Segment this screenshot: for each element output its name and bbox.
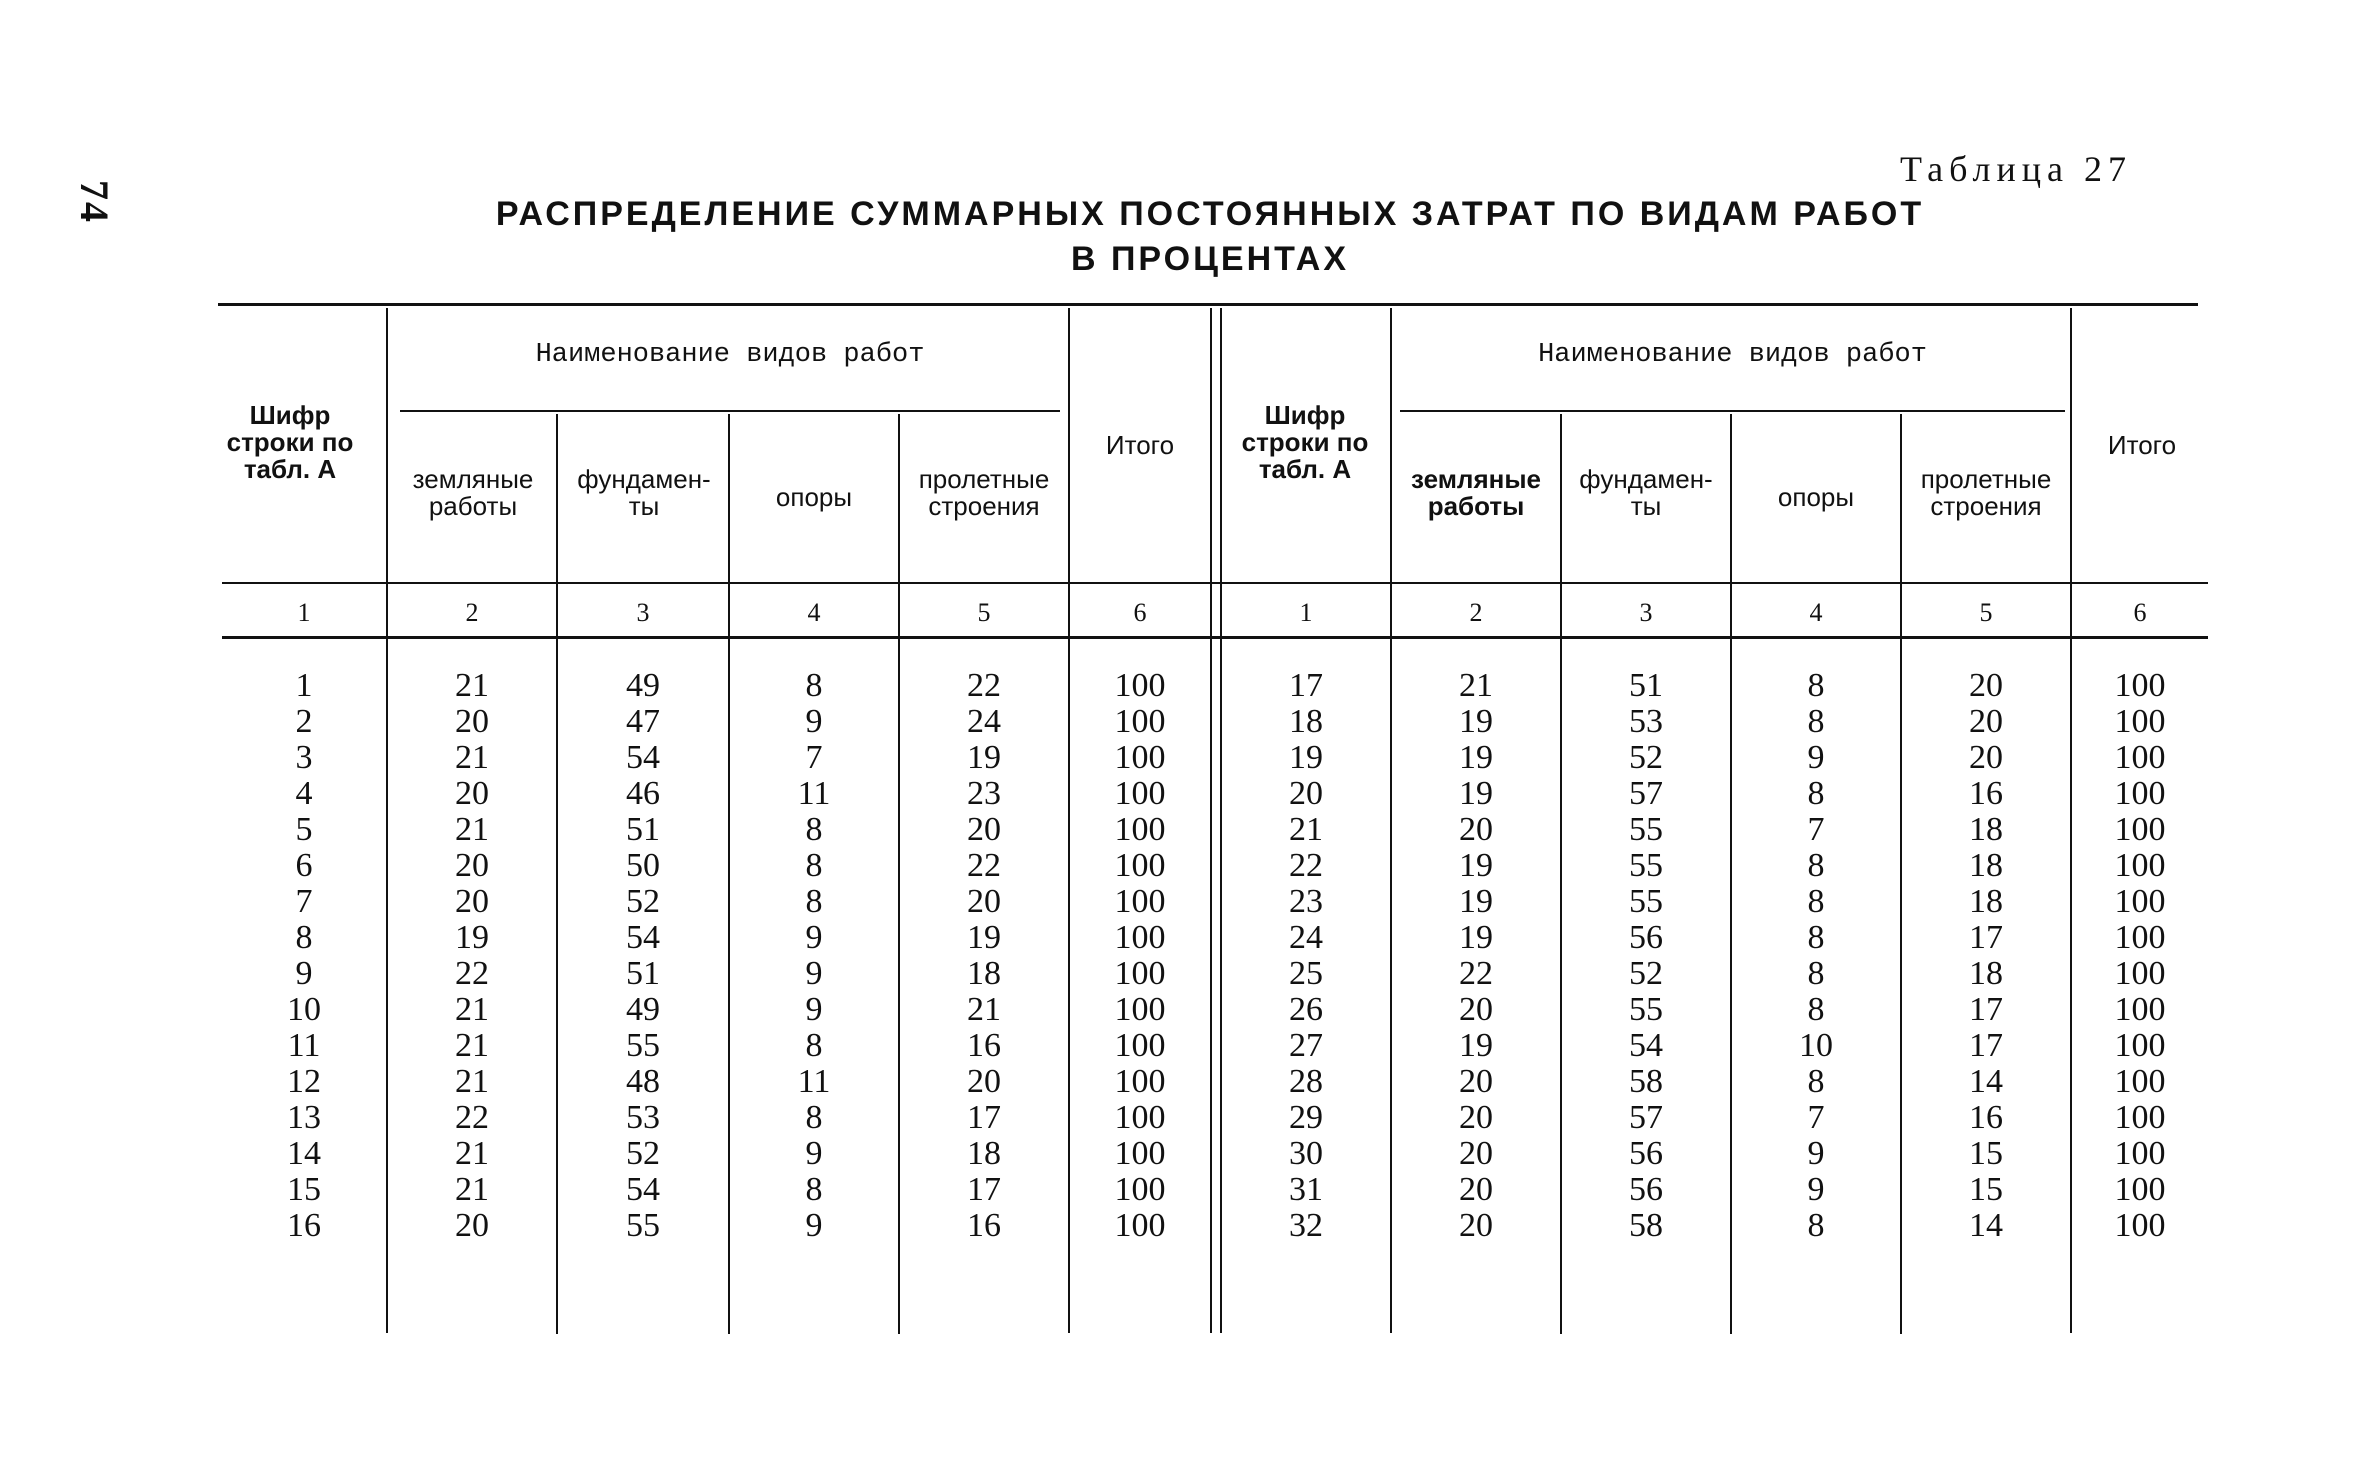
table-cell: 5 xyxy=(295,811,313,848)
table-cell: 8 xyxy=(1807,955,1825,992)
header-code-left: Шифр строки по табл. А xyxy=(226,400,354,484)
table-top-rule xyxy=(218,303,2198,306)
table-cell: 20 xyxy=(1459,991,1493,1028)
table-cell: 18 xyxy=(1969,955,2003,992)
group-rule-right xyxy=(1400,410,2065,412)
table-cell: 14 xyxy=(1969,1207,2003,1244)
table-cell: 100 xyxy=(1114,847,1166,884)
table-cell: 21 xyxy=(455,1171,489,1208)
table-cell: 16 xyxy=(1969,775,2003,812)
table-cell: 32 xyxy=(1289,1207,1323,1244)
column-supports-left xyxy=(730,668,898,1244)
table-cell: 16 xyxy=(967,1207,1001,1244)
table-cell: 8 xyxy=(805,811,823,848)
table-cell: 17 xyxy=(967,1171,1001,1208)
table-cell: 100 xyxy=(1114,991,1166,1028)
table-cell: 19 xyxy=(1459,739,1493,776)
table-cell: 9 xyxy=(1807,1171,1825,1208)
table-cell: 47 xyxy=(626,703,660,740)
table-cell: 9 xyxy=(1807,739,1825,776)
table-cell: 57 xyxy=(1629,775,1663,812)
column-earth-left xyxy=(388,668,556,1244)
table-cell: 22 xyxy=(1289,847,1323,884)
table-cell: 20 xyxy=(455,703,489,740)
header-code-right: Шифр строки по табл. А xyxy=(1241,400,1369,484)
table-cell: 11 xyxy=(287,1027,321,1064)
column-code-right xyxy=(1222,668,1390,1244)
table-cell: 54 xyxy=(626,1171,660,1208)
table-cell: 19 xyxy=(1459,775,1493,812)
table-cell: 17 xyxy=(1969,1027,2003,1064)
column-spans-left xyxy=(900,668,1068,1244)
table-cell: 22 xyxy=(455,1099,489,1136)
table-cell: 17 xyxy=(1969,991,2003,1028)
table-cell: 100 xyxy=(2114,847,2166,884)
table-cell: 8 xyxy=(805,667,823,704)
table-cell: 17 xyxy=(1969,919,2003,956)
table-cell: 55 xyxy=(626,1207,660,1244)
column-number: 5 xyxy=(1979,598,1993,627)
table-cell: 22 xyxy=(1459,955,1493,992)
table-cell: 9 xyxy=(1807,1135,1825,1172)
table-cell: 100 xyxy=(2114,1027,2166,1064)
table-cell: 55 xyxy=(626,1027,660,1064)
header-spans-right: пролетные строения xyxy=(1920,464,2052,521)
table-cell: 8 xyxy=(1807,775,1825,812)
table-cell: 9 xyxy=(805,1135,823,1172)
table-cell: 29 xyxy=(1289,1099,1323,1136)
table-cell: 100 xyxy=(2114,1207,2166,1244)
column-number: 1 xyxy=(1299,598,1313,627)
table-cell: 21 xyxy=(455,739,489,776)
table-cell: 51 xyxy=(1629,667,1663,704)
table-cell: 100 xyxy=(2114,883,2166,920)
table-cell: 8 xyxy=(1807,847,1825,884)
table-cell: 100 xyxy=(2114,1063,2166,1100)
table-cell: 100 xyxy=(2114,955,2166,992)
table-cell: 30 xyxy=(1289,1135,1323,1172)
table-cell: 51 xyxy=(626,811,660,848)
table-cell: 52 xyxy=(1629,739,1663,776)
header-foundations-right: фундамен- ты xyxy=(1579,464,1713,521)
table-cell: 8 xyxy=(295,919,313,956)
table-cell: 52 xyxy=(626,1135,660,1172)
table-cell: 22 xyxy=(967,847,1001,884)
table-cell: 24 xyxy=(1289,919,1323,956)
column-supports-right xyxy=(1732,668,1900,1244)
table-cell: 24 xyxy=(967,703,1001,740)
table-cell: 56 xyxy=(1629,919,1663,956)
table-cell: 46 xyxy=(626,775,660,812)
table-label: Таблица 27 xyxy=(1900,149,2132,189)
table-cell: 14 xyxy=(287,1135,321,1172)
table-cell: 54 xyxy=(626,919,660,956)
table-cell: 9 xyxy=(805,919,823,956)
table-cell: 20 xyxy=(455,883,489,920)
table-cell: 51 xyxy=(626,955,660,992)
table-cell: 19 xyxy=(1459,883,1493,920)
table-cell: 18 xyxy=(967,955,1001,992)
table-cell: 20 xyxy=(967,1063,1001,1100)
table-title-continued: В ПРОЦЕНТАХ xyxy=(1070,240,1350,278)
table-cell: 100 xyxy=(2114,919,2166,956)
table-cell: 22 xyxy=(967,667,1001,704)
table-cell: 20 xyxy=(1459,1099,1493,1136)
table-cell: 18 xyxy=(967,1135,1001,1172)
table-cell: 20 xyxy=(1459,1063,1493,1100)
table-cell: 8 xyxy=(1807,667,1825,704)
table-cell: 8 xyxy=(805,883,823,920)
table-cell: 19 xyxy=(1459,703,1493,740)
table-cell: 100 xyxy=(1114,775,1166,812)
table-cell: 27 xyxy=(1289,1027,1323,1064)
column-foundations-right xyxy=(1562,668,1730,1244)
table-cell: 15 xyxy=(1969,1135,2003,1172)
table-cell: 53 xyxy=(626,1099,660,1136)
column-number: 3 xyxy=(1639,598,1653,627)
table-cell: 9 xyxy=(805,703,823,740)
table-cell: 20 xyxy=(1969,739,2003,776)
table-cell: 58 xyxy=(1629,1207,1663,1244)
table-cell: 1 xyxy=(295,667,313,704)
table-cell: 58 xyxy=(1629,1063,1663,1100)
column-spans-right xyxy=(1902,668,2070,1244)
table-cell: 10 xyxy=(287,991,321,1028)
table-cell: 20 xyxy=(1459,1135,1493,1172)
table-cell: 21 xyxy=(455,667,489,704)
table-cell: 26 xyxy=(1289,991,1323,1028)
table-cell: 8 xyxy=(805,847,823,884)
table-cell: 19 xyxy=(455,919,489,956)
table-cell: 7 xyxy=(295,883,313,920)
table-cell: 100 xyxy=(1114,1135,1166,1172)
table-cell: 100 xyxy=(1114,811,1166,848)
table-cell: 19 xyxy=(967,739,1001,776)
table-cell: 55 xyxy=(1629,811,1663,848)
column-number: 6 xyxy=(1133,598,1147,627)
table-cell: 9 xyxy=(805,1207,823,1244)
table-cell: 23 xyxy=(1289,883,1323,920)
table-cell: 54 xyxy=(1629,1027,1663,1064)
table-cell: 100 xyxy=(1114,1027,1166,1064)
table-cell: 55 xyxy=(1629,847,1663,884)
table-cell: 21 xyxy=(455,1027,489,1064)
header-foundations-left: фундамен- ты xyxy=(577,464,711,521)
table-cell: 8 xyxy=(1807,703,1825,740)
table-cell: 48 xyxy=(626,1063,660,1100)
table-cell: 20 xyxy=(455,1207,489,1244)
table-cell: 19 xyxy=(967,919,1001,956)
table-cell: 100 xyxy=(2114,1099,2166,1136)
table-cell: 21 xyxy=(455,991,489,1028)
table-cell: 56 xyxy=(1629,1135,1663,1172)
table-cell: 6 xyxy=(295,847,313,884)
table-cell: 19 xyxy=(1289,739,1323,776)
table-cell: 14 xyxy=(1969,1063,2003,1100)
table-cell: 100 xyxy=(1114,1207,1166,1244)
table-cell: 20 xyxy=(455,775,489,812)
table-cell: 16 xyxy=(1969,1099,2003,1136)
header-group-left: Наименование видов работ xyxy=(535,340,925,370)
table-cell: 49 xyxy=(626,991,660,1028)
column-foundations-left xyxy=(558,668,728,1244)
group-rule-left xyxy=(400,410,1060,412)
column-number: 3 xyxy=(636,598,650,627)
table-cell: 18 xyxy=(1969,811,2003,848)
table-title: РАСПРЕДЕЛЕНИЕ СУММАРНЫХ ПОСТОЯННЫХ ЗАТРАТ ПО ВИДАМ РАБОТ xyxy=(495,195,1925,233)
table-cell: 22 xyxy=(455,955,489,992)
table-cell: 16 xyxy=(967,1027,1001,1064)
table-cell: 28 xyxy=(1289,1063,1323,1100)
table-cell: 2 xyxy=(295,703,313,740)
table-cell: 9 xyxy=(805,955,823,992)
table-cell: 20 xyxy=(967,883,1001,920)
table-cell: 53 xyxy=(1629,703,1663,740)
table-cell: 49 xyxy=(626,667,660,704)
column-number: 1 xyxy=(297,598,311,627)
table-cell: 7 xyxy=(1807,1099,1825,1136)
table-cell: 8 xyxy=(1807,1207,1825,1244)
page-number: 74 xyxy=(72,180,117,224)
table-cell: 56 xyxy=(1629,1171,1663,1208)
table-cell: 20 xyxy=(455,847,489,884)
table-cell: 100 xyxy=(1114,739,1166,776)
table-cell: 50 xyxy=(626,847,660,884)
table-cell: 100 xyxy=(1114,1063,1166,1100)
column-number: 4 xyxy=(1809,598,1823,627)
table-cell: 12 xyxy=(287,1063,321,1100)
table-cell: 21 xyxy=(455,1063,489,1100)
table-cell: 20 xyxy=(1289,775,1323,812)
table-cell: 100 xyxy=(2114,739,2166,776)
table-cell: 15 xyxy=(287,1171,321,1208)
table-cell: 11 xyxy=(797,1063,831,1100)
table-cell: 19 xyxy=(1459,847,1493,884)
column-earth-right xyxy=(1392,668,1560,1244)
table-cell: 20 xyxy=(1459,811,1493,848)
header-spans-left: пролетные строения xyxy=(918,464,1050,521)
table-cell: 54 xyxy=(626,739,660,776)
column-number: 5 xyxy=(977,598,991,627)
header-earth-right: земляные работы xyxy=(1411,464,1541,521)
table-cell: 19 xyxy=(1459,1027,1493,1064)
table-cell: 8 xyxy=(805,1099,823,1136)
table-cell: 100 xyxy=(2114,811,2166,848)
table-cell: 20 xyxy=(1969,667,2003,704)
column-number: 6 xyxy=(2133,598,2147,627)
table-cell: 31 xyxy=(1289,1171,1323,1208)
table-cell: 7 xyxy=(1807,811,1825,848)
table-cell: 55 xyxy=(1629,991,1663,1028)
table-cell: 100 xyxy=(1114,1171,1166,1208)
table-cell: 18 xyxy=(1289,703,1323,740)
table-cell: 9 xyxy=(295,955,313,992)
table-cell: 18 xyxy=(1969,883,2003,920)
column-code-left xyxy=(222,668,386,1244)
table-cell: 21 xyxy=(1459,667,1493,704)
table-cell: 21 xyxy=(455,1135,489,1172)
header-supports-right: опоры xyxy=(1777,482,1855,512)
table-cell: 100 xyxy=(2114,1171,2166,1208)
table-cell: 19 xyxy=(1459,919,1493,956)
table-cell: 52 xyxy=(626,883,660,920)
table-cell: 100 xyxy=(2114,703,2166,740)
table-cell: 52 xyxy=(1629,955,1663,992)
halves-divider xyxy=(1210,308,1222,1333)
table-cell: 100 xyxy=(1114,667,1166,704)
table-cell: 57 xyxy=(1629,1099,1663,1136)
table-cell: 21 xyxy=(967,991,1001,1028)
table-cell: 3 xyxy=(295,739,313,776)
table-cell: 20 xyxy=(1459,1207,1493,1244)
table-cell: 100 xyxy=(1114,703,1166,740)
table-cell: 100 xyxy=(1114,955,1166,992)
table-cell: 8 xyxy=(1807,1063,1825,1100)
table-cell: 11 xyxy=(797,775,831,812)
table-cell: 21 xyxy=(1289,811,1323,848)
table-cell: 100 xyxy=(2114,991,2166,1028)
table-cell: 8 xyxy=(805,1027,823,1064)
table-cell: 20 xyxy=(967,811,1001,848)
table-cell: 100 xyxy=(1114,1099,1166,1136)
table-cell: 8 xyxy=(1807,991,1825,1028)
table-cell: 25 xyxy=(1289,955,1323,992)
table-cell: 18 xyxy=(1969,847,2003,884)
header-group-right: Наименование видов работ xyxy=(1538,340,1927,370)
header-supports-left: опоры xyxy=(775,482,853,512)
table-cell: 17 xyxy=(967,1099,1001,1136)
table-cell: 100 xyxy=(1114,919,1166,956)
table-cell: 16 xyxy=(287,1207,321,1244)
table-cell: 21 xyxy=(455,811,489,848)
column-number: 2 xyxy=(465,598,479,627)
table-cell: 4 xyxy=(295,775,313,812)
column-number: 2 xyxy=(1469,598,1483,627)
table-cell: 8 xyxy=(805,1171,823,1208)
column-total-right xyxy=(2072,668,2208,1244)
table-cell: 100 xyxy=(1114,883,1166,920)
table-cell: 55 xyxy=(1629,883,1663,920)
table-cell: 7 xyxy=(805,739,823,776)
table-cell: 23 xyxy=(967,775,1001,812)
table-cell: 100 xyxy=(2114,1135,2166,1172)
table-cell: 15 xyxy=(1969,1171,2003,1208)
header-earth-left: земляные работы xyxy=(412,464,534,521)
column-number: 4 xyxy=(807,598,821,627)
table-cell: 100 xyxy=(2114,667,2166,704)
column-total-left xyxy=(1070,668,1210,1244)
table-cell: 9 xyxy=(805,991,823,1028)
table-cell: 13 xyxy=(287,1099,321,1136)
header-total-left: Итого xyxy=(1105,430,1175,460)
header-total-right: Итого xyxy=(2107,430,2177,460)
table-cell: 8 xyxy=(1807,883,1825,920)
table-cell: 20 xyxy=(1969,703,2003,740)
table-cell: 17 xyxy=(1289,667,1323,704)
table-cell: 100 xyxy=(2114,775,2166,812)
table-cell: 8 xyxy=(1807,919,1825,956)
table-cell: 20 xyxy=(1459,1171,1493,1208)
table-cell: 10 xyxy=(1799,1027,1833,1064)
